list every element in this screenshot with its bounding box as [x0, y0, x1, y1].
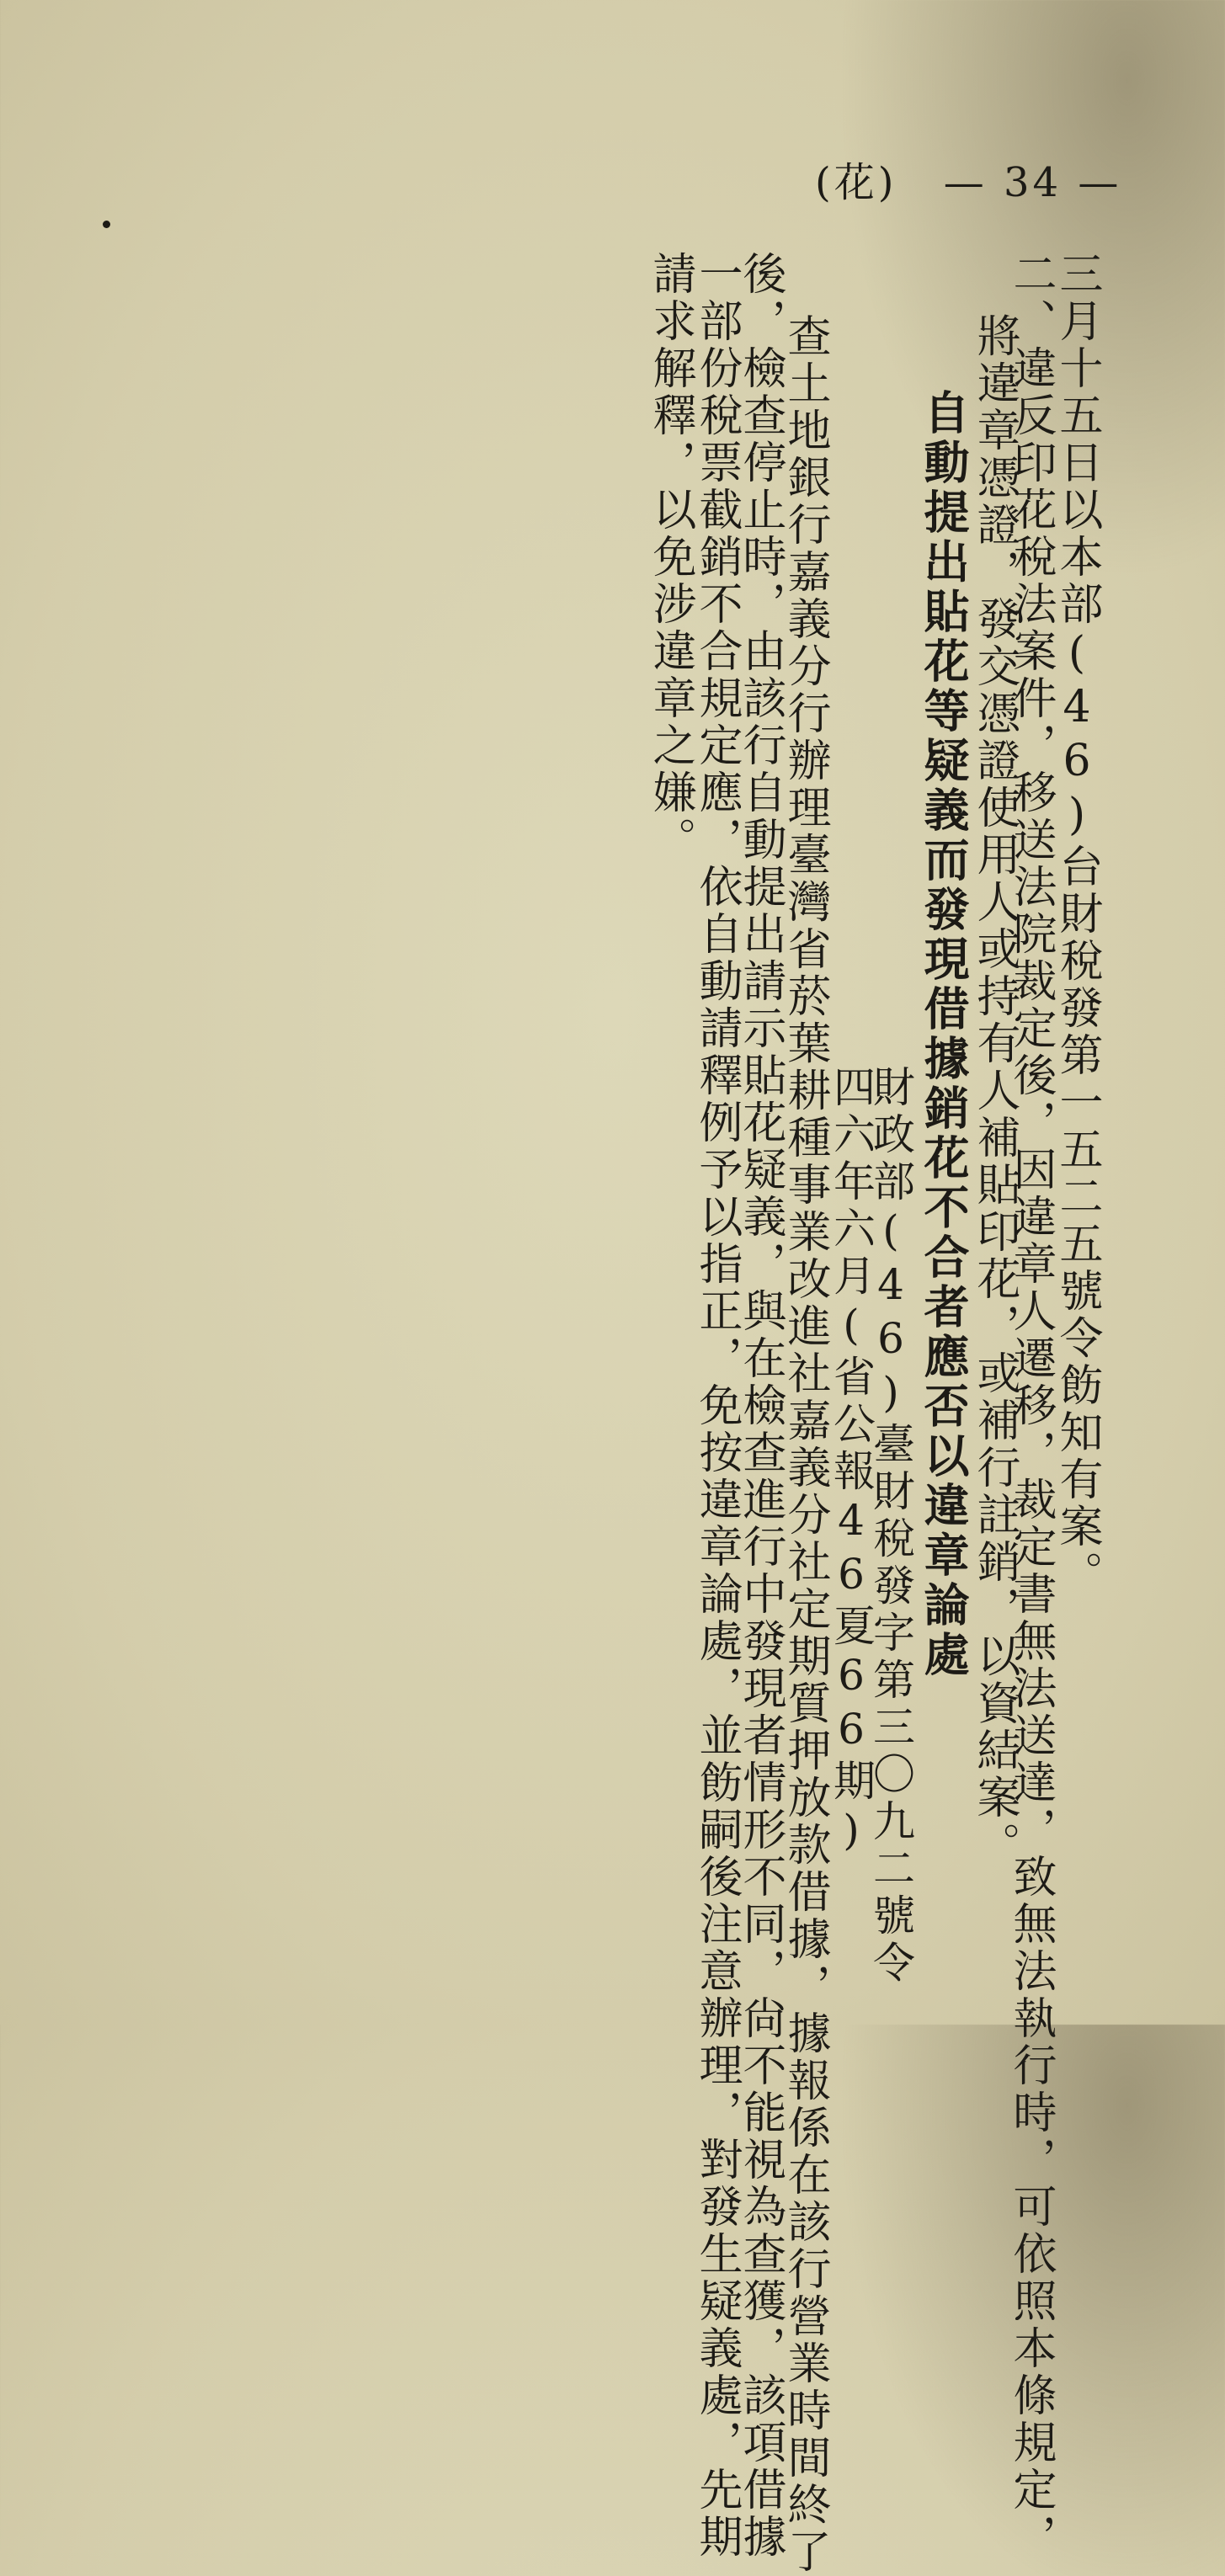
- section-label: (花): [815, 159, 897, 206]
- ruling-paragraph-line: 一部份稅票截銷不合規定應，依自動請釋例予以指正，免按違章論處，並飭嗣後注意辦理，對發生疑義處，先期: [691, 251, 742, 2561]
- ink-speck: [103, 221, 110, 228]
- ruling-date: 四六年六月(省公報46夏66期): [827, 1065, 876, 1860]
- ruling-paragraph-line: 請求解釋，以免涉違章之嫌。: [645, 251, 695, 864]
- ruling-paragraph-line: 後，檢查停止時，由該行自動提出請示貼花疑義，與在檢查進行中發現者情形不同，尙不能視為查獲，該項借據: [735, 251, 786, 2561]
- body-line-3: 將違章憑證，發交憑證使用人或持有人補貼印花，或補行註銷，以資結案。: [969, 313, 1020, 1869]
- ruling-paragraph-line: 查土地銀行嘉義分行辦理臺灣省菸葉耕種事業改進社嘉義分社定期質押放款借據，據報係在該行營業時間終了: [780, 313, 830, 2576]
- page-header: [815, 150, 1121, 208]
- body-line-1: 三月十五日以本部(46)台財稅發第一五二五號令飭知有案。: [1052, 251, 1102, 1598]
- body-line-2: 二、違反印花稅法案件，移送法院裁定後，因違章人遷移，裁定書無法送達，致無法執行時，可依照本條規定，: [1005, 251, 1056, 2561]
- ruling-issuer: 財政部(46)臺財稅發字第三〇九二號令: [866, 1065, 915, 1988]
- page-number: — 34 —: [943, 159, 1122, 206]
- ruling-title: 自動提出貼花等疑義而發現借據銷花不合者應否以違章論處: [917, 389, 971, 1680]
